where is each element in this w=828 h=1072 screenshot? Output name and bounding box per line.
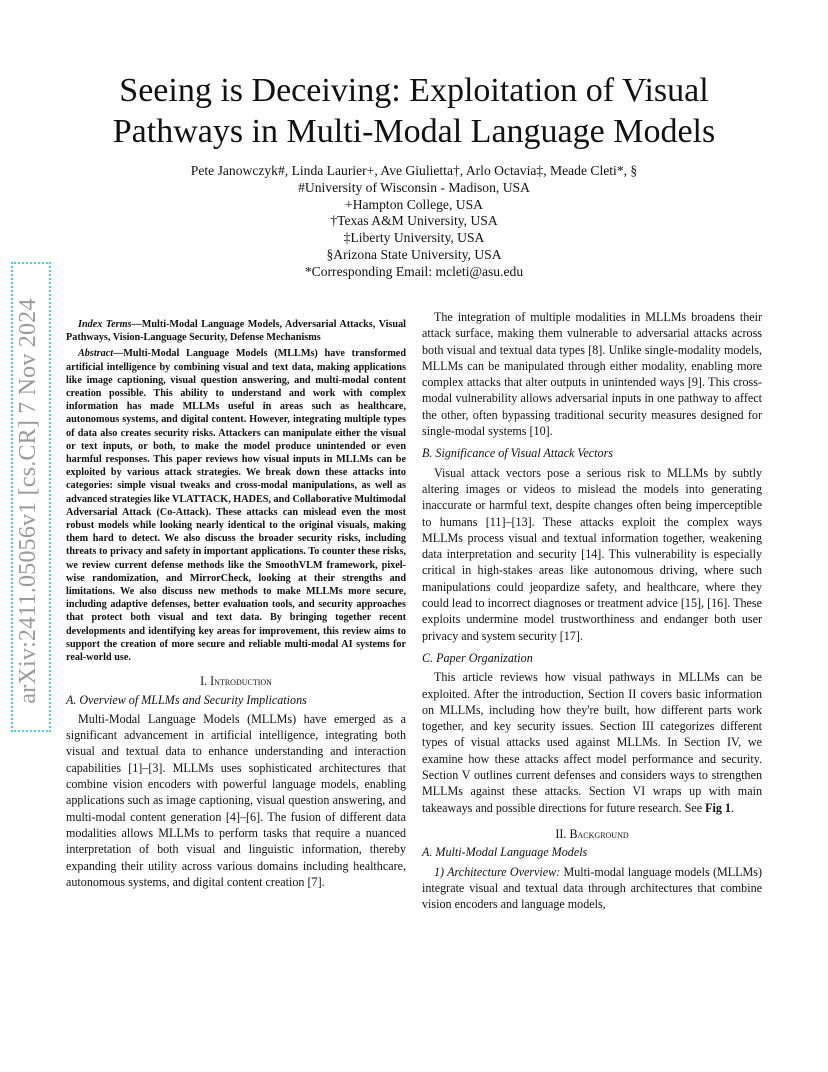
index-terms xyxy=(66,318,406,344)
section-1a-paragraph: Multi-Modal Language Models (MLLMs) have emerged as a significant advancement in artificial intelligence, integrating both visual and textual data to enhance understanding and interaction capabilities [1]–[3]. MLLMs uses sophisticated architectures that combine vision encoders with powerful language models, enabling applications such as image captioning, visual question answering, and multi-modal content generation [4]–[6]. The fusion of different data modalities allows MLLMs to perform tasks that require a nuanced interpretation of both visual and linguistic information, thereby expanding their utility across various domains including healthcare, autonomous systems, and digital content creation [7]. xyxy=(66,711,406,889)
section-1b-title: B. Significance of Visual Attack Vectors xyxy=(422,446,613,461)
affiliation-4: ‡Liberty University, USA xyxy=(343,230,485,246)
abstract-text: —Multi-Modal Language Models (MLLMs) have transformed artificial intelligence by combining visual and text data, making applications like image captioning, visual question answering, and multi-modal content creation possible. This ability to understand and work with complex information has made MLLMs useful in areas such as healthcare, autonomous systems, and digital content. However, integrating multiple types of data also creates security risks. Attackers can manipulate either the visual or text inputs, or both, to make the model produce unintended or even harmful responses. This paper reviews how visual inputs in MLLMs can be exploited by various attack strategies. We break down these attacks into categories: simple visual tweaks and cross-modal manipulations, as well as advanced strategies like VLATTACK, HADES, and Collaborative Multimodal Adversarial Attack (Co-Attack). These attacks can mislead even the most robust models while looking nearly identical to the original visuals, making them hard to detect. We also discuss the broader security risks, including threats to privacy and safety in important applications. To counter these risks, we review current defense methods like the SmoothVLM framework, pixel-wise randomization, and MirrorCheck, looking at their strengths and limitations. We also discuss new methods to make MLLMs more secure, including adaptive defenses, better evaluation tools, and security approaches that protect both visual and text data. By bringing together recent developments and identifying key areas for improvement, this review aims to support the creation of more secure and reliable multi-modal AI systems for real-world use. xyxy=(66,348,406,664)
author-names: Pete Janowczyk#, Linda Laurier+, Ave Giulietta†, Arlo Octavia‡, Meade Cleti*, § xyxy=(190,163,638,178)
section-2-title: II. Background xyxy=(555,826,629,841)
paper-title xyxy=(60,70,768,152)
affiliation-3: †Texas A&M University, USA xyxy=(330,213,498,229)
section-1-title: I. Introduction xyxy=(200,674,272,689)
title-line-2: Pathways in Multi-Modal Language Models xyxy=(112,113,716,150)
index-terms-text: —Multi-Modal Language Models, Adversarial Attacks, Visual Pathways, Vision-Language Security, Defense Mechanisms xyxy=(66,319,406,344)
section-1c-text: This article reviews how visual pathways in MLLMs can be exploited. After the introduction, Section II covers basic information on MLLMs, including how they're built, how different parts work together, and key security issues. Section III categorizes different types of visual attacks used against MLLMs. In Section IV, we examine how these attacks affect model performance and security. Section V outlines current defenses and considers ways to strengthen MLLMs against these attacks. Section VI wraps up with main takeaways and possible directions for future research. See xyxy=(422,670,762,815)
index-terms-label: Index Terms xyxy=(78,319,132,330)
left-column xyxy=(66,318,406,890)
section-1a-paragraph-2: The integration of multiple modalities in MLLMs broadens their attack surface, making them vulnerable to adversarial attacks across both visual and textual data types [8]. Unlike single-modality models, MLLMs can be manipulated through either modality, enabling more complex attacks that alter outputs in unintended ways [9]. This cross-modal vulnerability allows adversarial inputs in one pathway to affect the other, often bypassing traditional security measures designed for single-modal systems [10]. xyxy=(422,310,762,439)
section-2a-title: A. Multi-Modal Language Models xyxy=(422,845,588,860)
section-1a-title: A. Overview of MLLMs and Security Implications xyxy=(66,692,307,707)
section-2a-paragraph xyxy=(422,864,762,913)
author-block xyxy=(60,163,768,281)
section-2a-text: Multi-modal language models (MLLMs) integrate visual and textual data through architectures that combine vision encoders and language models, xyxy=(422,864,762,912)
section-1b-paragraph: Visual attack vectors pose a serious risk to MLLMs by subtly altering images or videos to mislead the models into generating inaccurate or harmful text, despite changes often being imperceptible to humans [11]–[13]. These attacks exploit the complex ways MLLMs process visual and textual information together, weakening data interpretation and security [14]. This vulnerability is especially critical in high-stakes areas like autonomous driving, where such manipulations could jeopardize safety, and healthcare, where they could lead to incorrect diagnoses or treatment advice [15], [16]. These exploits undermine model trustworthiness and endanger both user privacy and system security [17]. xyxy=(422,465,762,643)
affiliation-2: +Hampton College, USA xyxy=(345,196,483,212)
right-column xyxy=(422,309,762,912)
arxiv-identifier[interactable]: arXiv:2411.05056v1 [cs.CR] 7 Nov 2024 xyxy=(15,298,41,704)
affiliation-5: §Arizona State University, USA xyxy=(326,246,502,262)
corresponding-email: *Corresponding Email: mcleti@asu.edu xyxy=(304,263,524,279)
section-1c-title: C. Paper Organization xyxy=(422,650,533,665)
section-1c-paragraph: This article reviews how visual pathways in MLLMs can be exploited. After the introduction, Section II covers basic information on MLLMs, including how they're built, how different parts work together, and key security issues. Section III categorizes different types of visual attacks used against MLLMs. In Section IV, we examine how these attacks affect model performance and security. Section V outlines current defenses and considers ways to strengthen MLLMs against these attacks. Section VI wraps up with main takeaways and possible directions for future research. See Fig 1. xyxy=(422,670,762,815)
affiliation-1: #University of Wisconsin - Madison, USA xyxy=(298,179,530,195)
abstract-label: Abstract xyxy=(78,348,114,360)
section-2a-label: 1) Architecture Overview: xyxy=(434,864,561,879)
title-line-1: Seeing is Deceiving: Exploitation of Visual xyxy=(119,72,709,109)
abstract xyxy=(66,347,406,664)
figure-1-link[interactable]: Fig 1 xyxy=(705,800,731,815)
